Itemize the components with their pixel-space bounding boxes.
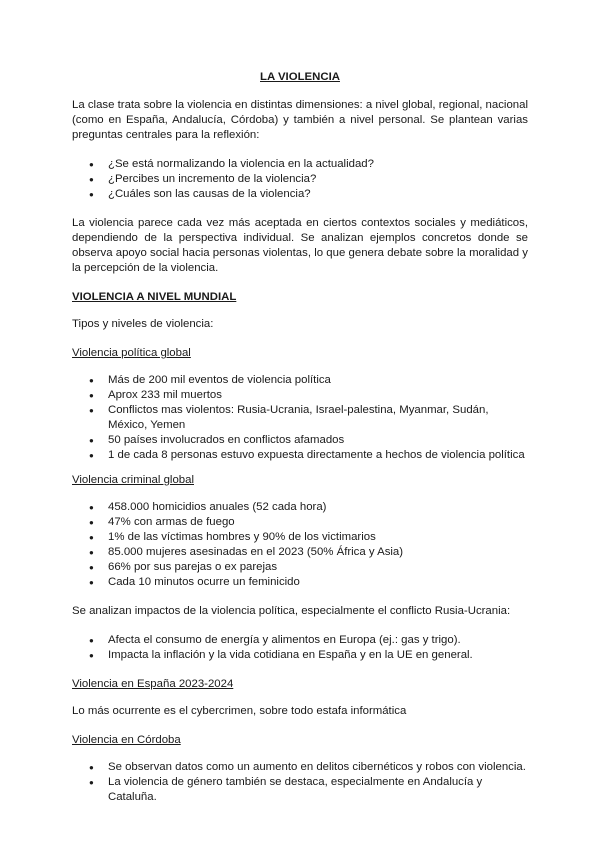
list-item: ● Se observan datos como un aumento en delitos cibernéticos y robos con violencia. (72, 760, 528, 775)
political-list (72, 373, 528, 463)
list-item: ● 66% por sus parejas o ex parejas (72, 560, 528, 575)
subheading-cordoba: Violencia en Córdoba (72, 734, 181, 746)
list-item: ● 50 países involucrados en conflictos afamados (72, 433, 528, 448)
list-item: ● 458.000 homicidios anuales (52 cada hora) (72, 500, 528, 515)
list-item: ● Cada 10 minutos ocurre un feminicido (72, 575, 528, 590)
document-page (72, 70, 528, 805)
list-item: ● 47% con armas de fuego (72, 515, 528, 530)
list-item: ● ¿Cuáles son las causas de la violencia? (72, 187, 528, 202)
list-item: ● Más de 200 mil eventos de violencia política (72, 373, 528, 388)
cordoba-list (72, 760, 528, 805)
criminal-list (72, 500, 528, 590)
questions-list (72, 157, 528, 202)
list-item: ● 1% de las víctimas hombres y 90% de los victimarios (72, 530, 528, 545)
spain-paragraph: Lo más ocurrente es el cybercrimen, sobre todo estafa informática (72, 705, 407, 717)
list-item: ● 1 de cada 8 personas estuvo expuesta directamente a hechos de violencia política (72, 448, 528, 463)
subheading-spain: Violencia en España 2023-2024 (72, 678, 234, 690)
intro-paragraph: La clase trata sobre la violencia en distintas dimensiones: a nivel global, regional, nacional (como en España, Andalucía, Córdoba) y también a nivel personal. Se plantean varias preguntas centrales para la reflexión: (72, 99, 528, 141)
page-title: LA VIOLENCIA (260, 71, 340, 83)
context-paragraph: La violencia parece cada vez más aceptada en ciertos contextos sociales y mediáticos, dependiendo de la perspectiva individual. Se analizan ejemplos concretos donde se observa apoyo social hacia personas violentas, lo que genera debate sobre la moralidad y la percepción de la violencia. (72, 217, 528, 274)
list-item: ● La violencia de género también se destaca, especialmente en Andalucía y Cataluña. (72, 775, 528, 805)
list-item: ● ¿Se está normalizando la violencia en la actualidad? (72, 157, 528, 172)
impacts-intro: Se analizan impactos de la violencia política, especialmente el conflicto Rusia-Ucrania: (72, 605, 511, 617)
subheading-political: Violencia política global (72, 347, 191, 359)
list-item: ● 85.000 mujeres asesinadas en el 2023 (50% África y Asia) (72, 545, 528, 560)
subheading-criminal: Violencia criminal global (72, 474, 194, 486)
list-item: ● Afecta el consumo de energía y alimentos en Europa (ej.: gas y trigo). (72, 633, 528, 648)
list-item: ● Conflictos mas violentos: Rusia-Ucrania, Israel-palestina, Myanmar, Sudán, México, Yemen (72, 403, 528, 433)
list-item: ● Aprox 233 mil muertos (72, 388, 528, 403)
list-item: ● Impacta la inflación y la vida cotidiana en España y en la UE en general. (72, 648, 528, 663)
impacts-list (72, 633, 528, 663)
world-intro: Tipos y niveles de violencia: (72, 318, 214, 330)
list-item: ● ¿Percibes un incremento de la violencia? (72, 172, 528, 187)
section-heading-world: VIOLENCIA A NIVEL MUNDIAL (72, 291, 237, 303)
